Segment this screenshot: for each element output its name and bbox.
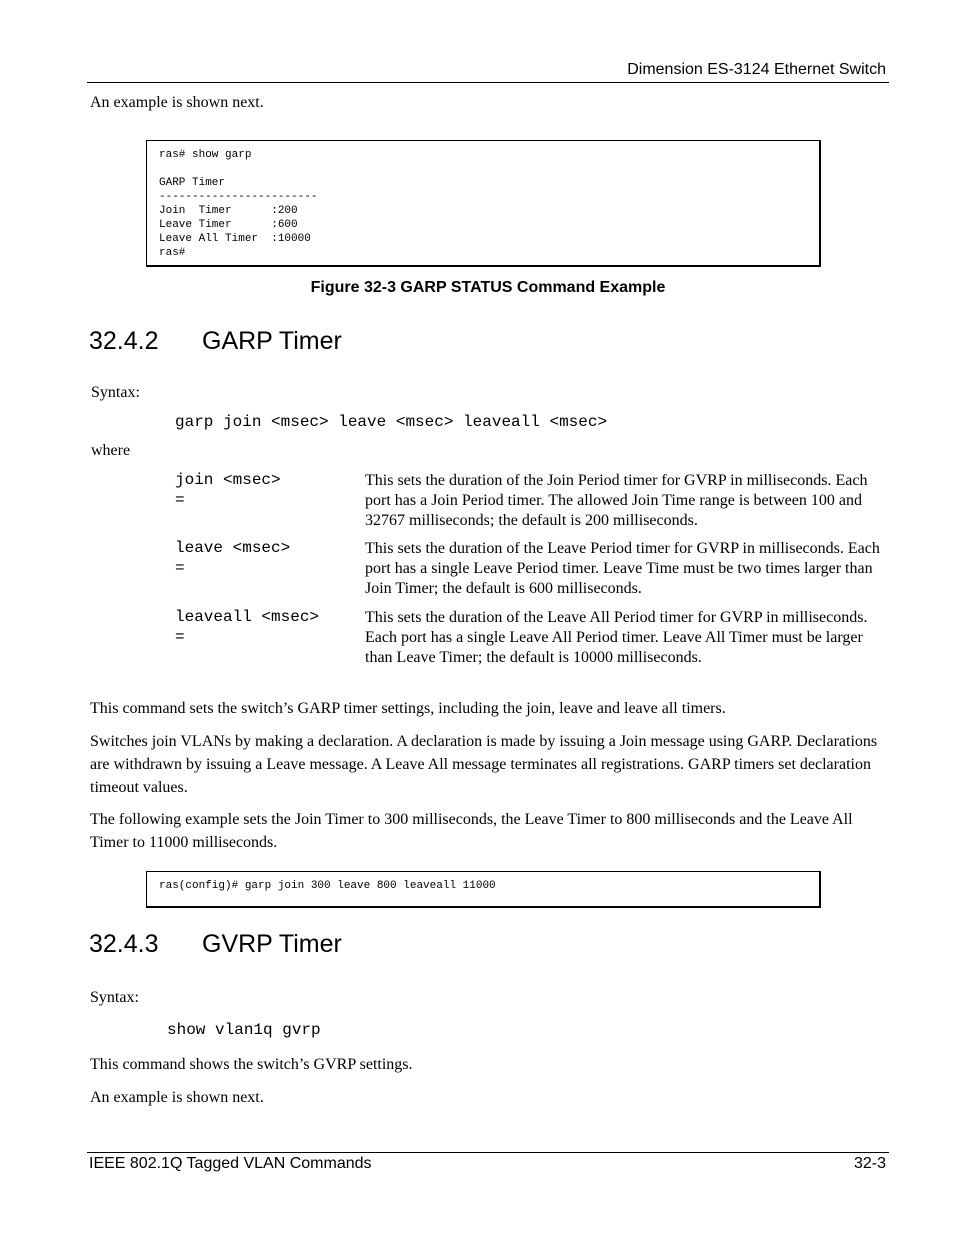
param-term-eq: =	[175, 628, 185, 646]
paragraph-garp-settings: This command sets the switch’s GARP timer settings, including the join, leave and leave all timers.	[90, 700, 726, 717]
section-title: GARP Timer	[202, 327, 342, 355]
code-example-text: ras(config)# garp join 300 leave 800 leaveall 11000	[159, 880, 496, 892]
section-heading-gvrp-timer	[89, 930, 342, 959]
param-term-join	[175, 470, 355, 510]
header-rule	[87, 82, 889, 83]
section-number: 32.4.2	[89, 327, 159, 355]
code-example-text: ras# show garp GARP Timer ------------------------ Join Timer :200 Leave Timer :600 Leave All Timer :10000 ras#	[159, 149, 318, 259]
paragraph-example-next: An example is shown next.	[90, 1089, 264, 1106]
param-term-eq: =	[175, 559, 185, 577]
where-label: where	[91, 442, 131, 459]
param-desc-leaveall: This sets the duration of the Leave All Period timer for GVRP in milliseconds. Each port has a single Leave All Period timer. Leave All Timer must be larger than Leave Timer; the default is 10000 milliseconds.	[365, 609, 868, 666]
syntax-label: Syntax:	[91, 384, 140, 401]
figure-caption: Figure 32-3 GARP STATUS Command Example	[310, 279, 666, 296]
footer-chapter-title: IEEE 802.1Q Tagged VLAN Commands	[89, 1155, 372, 1172]
intro-text: An example is shown next.	[90, 94, 264, 111]
syntax-command: garp join <msec> leave <msec> leaveall <msec>	[175, 413, 608, 431]
section-number: 32.4.3	[89, 930, 159, 958]
footer-rule	[87, 1152, 889, 1153]
code-example-garp-config	[146, 871, 821, 908]
param-term-leaveall	[175, 607, 355, 647]
param-term-text: leaveall <msec>	[175, 608, 320, 626]
param-desc-leave: This sets the duration of the Leave Period timer for GVRP in milliseconds. Each port has a single Leave Period timer. Leave Time must be two times larger than Join Timer; the default is 600 milliseconds.	[365, 540, 880, 597]
paragraph-gvrp-settings: This command shows the switch’s GVRP settings.	[90, 1056, 413, 1073]
paragraph-declarations: Switches join VLANs by making a declaration. A declaration is made by issuing a Join message using GARP. Declarations are withdrawn by issuing a Leave message. A Leave All message terminates all registrations. GARP timers set declaration timeout values.	[90, 733, 878, 796]
code-example-garp-status	[146, 140, 821, 267]
param-term-leave	[175, 538, 355, 578]
param-desc-join: This sets the duration of the Join Period timer for GVRP in milliseconds. Each port has a Join Period timer. The allowed Join Time range is between 100 and 32767 milliseconds; the default is 200 milliseconds.	[365, 472, 868, 529]
param-term-text: join <msec>	[175, 471, 281, 489]
syntax-label: Syntax:	[90, 989, 139, 1006]
section-heading-garp-timer	[89, 327, 342, 356]
param-term-text: leave <msec>	[175, 539, 291, 557]
running-header: Dimension ES-3124 Ethernet Switch	[627, 61, 886, 78]
paragraph-example-intro: The following example sets the Join Timer to 300 milliseconds, the Leave Timer to 800 milliseconds and the Leave All Timer to 11000 milliseconds.	[90, 811, 853, 851]
footer-page-number: 32-3	[853, 1155, 886, 1172]
section-title: GVRP Timer	[202, 930, 342, 958]
param-term-eq: =	[175, 491, 185, 509]
syntax-command: show vlan1q gvrp	[167, 1021, 321, 1039]
